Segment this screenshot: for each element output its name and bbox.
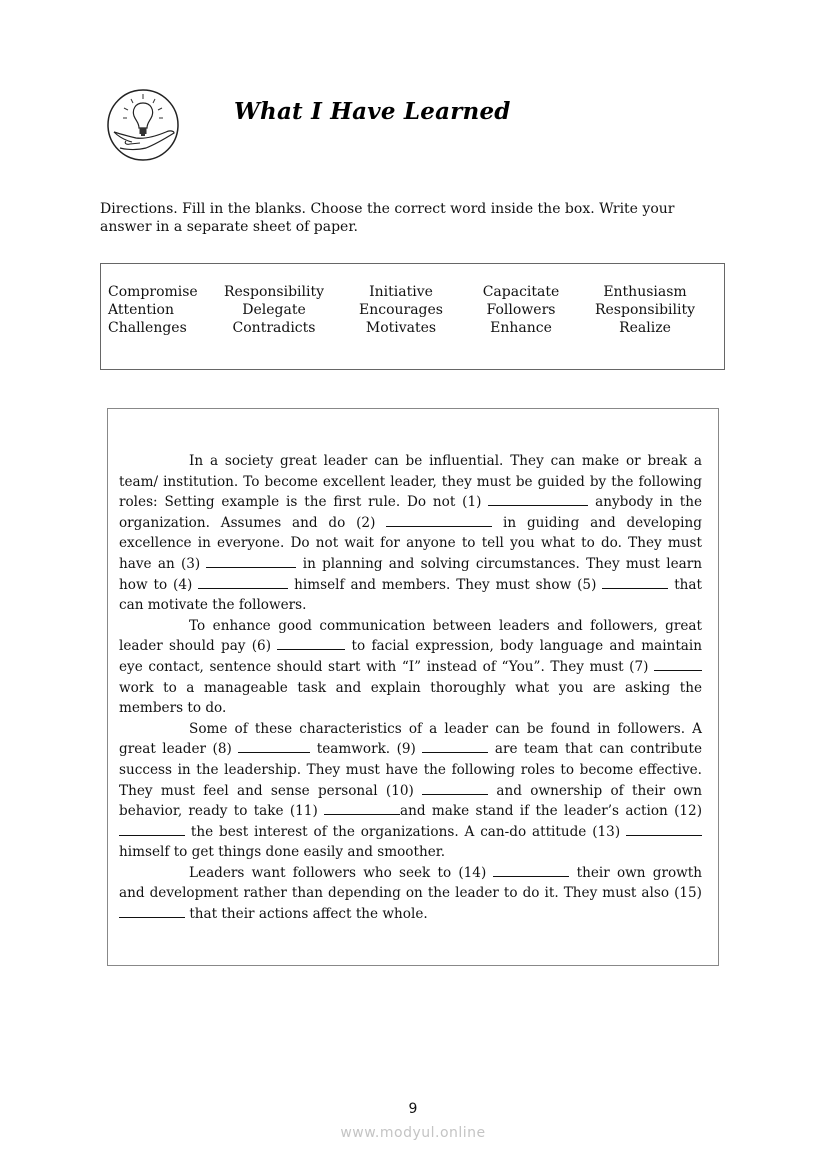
blank-11 bbox=[324, 802, 400, 815]
blank-6 bbox=[277, 637, 345, 650]
blank-2 bbox=[386, 514, 492, 527]
blank-5 bbox=[602, 576, 668, 589]
word-bank-item: Realize bbox=[619, 320, 671, 336]
passage-paragraph-1 bbox=[119, 451, 702, 616]
blank-3 bbox=[206, 555, 296, 568]
word-bank-column-2 bbox=[221, 283, 327, 337]
fill-in-passage bbox=[119, 451, 702, 925]
passage-text: himself to get things done easily and smoother. bbox=[119, 844, 446, 861]
word-bank-item: Contradicts bbox=[232, 320, 316, 336]
passage-paragraph-2 bbox=[119, 616, 702, 719]
passage-text: work to a manageable task and explain thoroughly what you are asking the members to do. bbox=[119, 679, 702, 717]
passage-text: that their actions affect the whole. bbox=[185, 906, 428, 923]
word-bank-item: Responsibility bbox=[223, 284, 324, 300]
word-bank-item: Initiative bbox=[369, 284, 433, 300]
word-bank-item: Capacitate bbox=[482, 284, 560, 300]
word-bank-item: Followers bbox=[486, 302, 556, 318]
passage-text: in guiding and developing excellence in everyone. Do not wait for anyone to tell you what to do. They must have an (3) bbox=[119, 514, 702, 572]
lightbulb-in-hand-icon bbox=[106, 88, 180, 162]
blank-10 bbox=[422, 782, 488, 795]
passage-text: teamwork. (9) bbox=[310, 741, 423, 758]
passage-text: in planning and solving circumstances. They must learn how to (4) bbox=[119, 555, 702, 593]
word-bank-column-1 bbox=[108, 283, 198, 337]
blank-8 bbox=[238, 740, 310, 753]
watermark: www.modyul.online bbox=[340, 1125, 486, 1141]
blank-15 bbox=[119, 905, 185, 918]
blank-9 bbox=[422, 740, 488, 753]
word-bank-item: Challenges bbox=[108, 320, 187, 336]
blank-1 bbox=[488, 493, 588, 506]
passage-text: In a society great leader can be influential. They can make or break a team/ institution. To become excellent leader, they must be guided by the following roles: Setting example is the first rule. Do not (1) bbox=[119, 453, 702, 511]
word-bank-item: Delegate bbox=[242, 302, 306, 318]
blank-13 bbox=[626, 823, 702, 836]
passage-text: To enhance good communication between leaders and followers, great leader should pay (6) bbox=[119, 617, 702, 655]
word-bank-column-3 bbox=[351, 283, 451, 337]
passage-text: are team that can contribute success in the leadership. They must have the following roles to become effective. They must feel and sense personal (10) bbox=[119, 741, 702, 799]
passage-text: Leaders want followers who seek to (14) bbox=[189, 864, 494, 881]
passage-text: to facial expression, body language and maintain eye contact, sentence should start with “I” instead of “You”. They must (7) bbox=[119, 638, 702, 675]
passage-text: himself and members. They must show (5) bbox=[288, 576, 603, 593]
word-bank-item: Motivates bbox=[365, 320, 437, 336]
passage-text: and ownership of their own behavior, ready to take (11) bbox=[119, 782, 702, 820]
blank-14 bbox=[493, 864, 569, 877]
word-bank-item: Compromise bbox=[108, 284, 198, 300]
passage-text: their own growth and development rather than depending on the leader to do it. They must also (15) bbox=[119, 864, 703, 902]
word-bank-column-4 bbox=[471, 283, 571, 337]
section-title: What I Have Learned bbox=[234, 98, 511, 125]
passage-paragraph-4 bbox=[119, 863, 702, 925]
word-bank-box bbox=[100, 263, 725, 370]
passage-text: Some of these characteristics of a leader can be found in followers. A great leader (8) bbox=[119, 720, 702, 758]
passage-box bbox=[107, 408, 719, 966]
word-bank-item: Enhance bbox=[490, 320, 552, 336]
word-bank-column-5 bbox=[591, 283, 699, 337]
passage-text: that can motivate the followers. bbox=[119, 576, 702, 614]
passage-text: and make stand if the leader’s action (12) bbox=[400, 803, 702, 820]
directions-text: Directions. Fill in the blanks. Choose the correct word inside the box. Write your answer in a separate sheet of paper. bbox=[100, 201, 675, 235]
blank-4 bbox=[198, 576, 288, 589]
word-bank-item: Attention bbox=[108, 302, 174, 318]
passage-text: anybody in the organization. Assumes and do (2) bbox=[119, 494, 702, 531]
page-number: 9 bbox=[408, 1101, 418, 1117]
word-bank-item: Responsibility bbox=[594, 302, 695, 318]
blank-7 bbox=[654, 658, 702, 671]
passage-paragraph-3 bbox=[119, 719, 702, 863]
blank-12 bbox=[119, 823, 185, 836]
word-bank-item: Encourages bbox=[359, 302, 443, 318]
word-bank-item: Enthusiasm bbox=[603, 284, 687, 300]
passage-text: the best interest of the organizations. A can-do attitude (13) bbox=[185, 823, 626, 840]
